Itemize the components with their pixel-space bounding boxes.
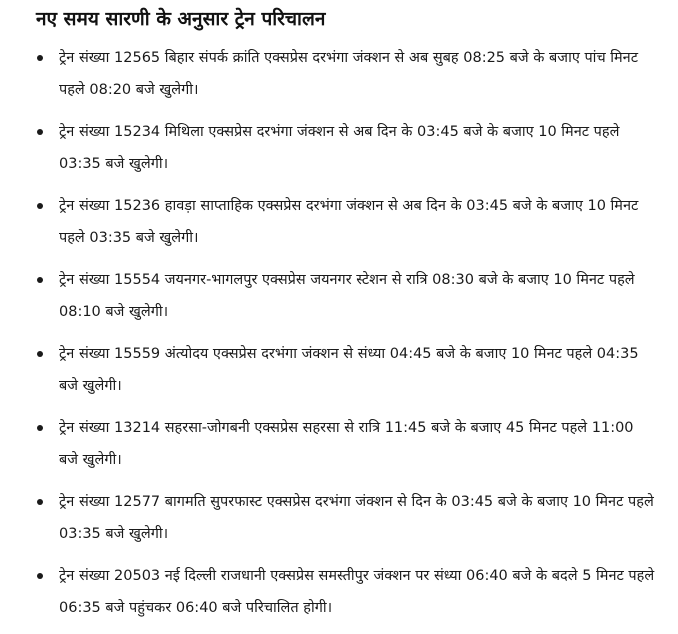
list-item-text: ट्रेन संख्या 12577 बागमति सुपरफास्ट एक्सप्रेस दरभंगा जंक्शन से दिन के 03:45 बजे के बजाए 10 मिनट पहले 03:35 बजे खुलेगी। — [59, 494, 654, 542]
bullet-icon — [37, 129, 43, 135]
list-item-text: ट्रेन संख्या 15559 अंत्योदय एक्सप्रेस दरभंगा जंक्शन से संध्या 04:45 बजे के बजाए 10 मिनट पहले 04:35 बजे खुलेगी। — [59, 346, 639, 394]
list-item — [0, 264, 655, 328]
bullet-icon — [37, 499, 43, 505]
list-item — [0, 42, 655, 106]
list-item — [0, 116, 655, 180]
list-item-text: ट्रेन संख्या 15236 हावड़ा साप्ताहिक एक्सप्रेस दरभंगा जंक्शन से अब दिन के 03:45 बजे के बजाए 10 मिनट पहले 03:35 बजे खुलेगी। — [59, 198, 639, 246]
list-item — [0, 560, 655, 624]
list-item-text: ट्रेन संख्या 13214 सहरसा-जोगबनी एक्सप्रेस सहरसा से रात्रि 11:45 बजे के बजाए 45 मिनट पहले 11:00 बजे खुलेगी। — [59, 420, 634, 468]
list-item-text: ट्रेन संख्या 12565 बिहार संपर्क क्रांति एक्सप्रेस दरभंगा जंक्शन से अब सुबह 08:25 बजे के बजाए पांच मिनट पहले 08:20 बजे खुलेगी। — [59, 50, 639, 98]
list-item — [0, 486, 655, 550]
train-schedule-list — [0, 42, 655, 634]
list-item-text: ट्रेन संख्या 20503 नई दिल्ली राजधानी एक्सप्रेस समस्तीपुर जंक्शन पर संध्या 06:40 बजे के बदले 5 मिनट पहले 06:35 बजे पहुंचकर 06:40 बजे परिचालित होगी। — [59, 568, 655, 616]
bullet-icon — [37, 351, 43, 357]
bullet-icon — [37, 55, 43, 61]
list-item — [0, 190, 655, 254]
list-item — [0, 412, 655, 476]
bullet-icon — [37, 573, 43, 579]
bullet-icon — [37, 203, 43, 209]
list-item-text: ट्रेन संख्या 15554 जयनगर-भागलपुर एक्सप्रेस जयनगर स्टेशन से रात्रि 08:30 बजे के बजाए 10 मिनट पहले 08:10 बजे खुलेगी। — [59, 272, 635, 320]
section-heading: नए समय सारणी के अनुसार ट्रेन परिचालन — [36, 8, 326, 30]
bullet-icon — [37, 277, 43, 283]
list-item-text: ट्रेन संख्या 15234 मिथिला एक्सप्रेस दरभंगा जंक्शन से अब दिन के 03:45 बजे के बजाए 10 मिनट पहले 03:35 बजे खुलेगी। — [59, 124, 620, 172]
bullet-icon — [37, 425, 43, 431]
list-item — [0, 338, 655, 402]
